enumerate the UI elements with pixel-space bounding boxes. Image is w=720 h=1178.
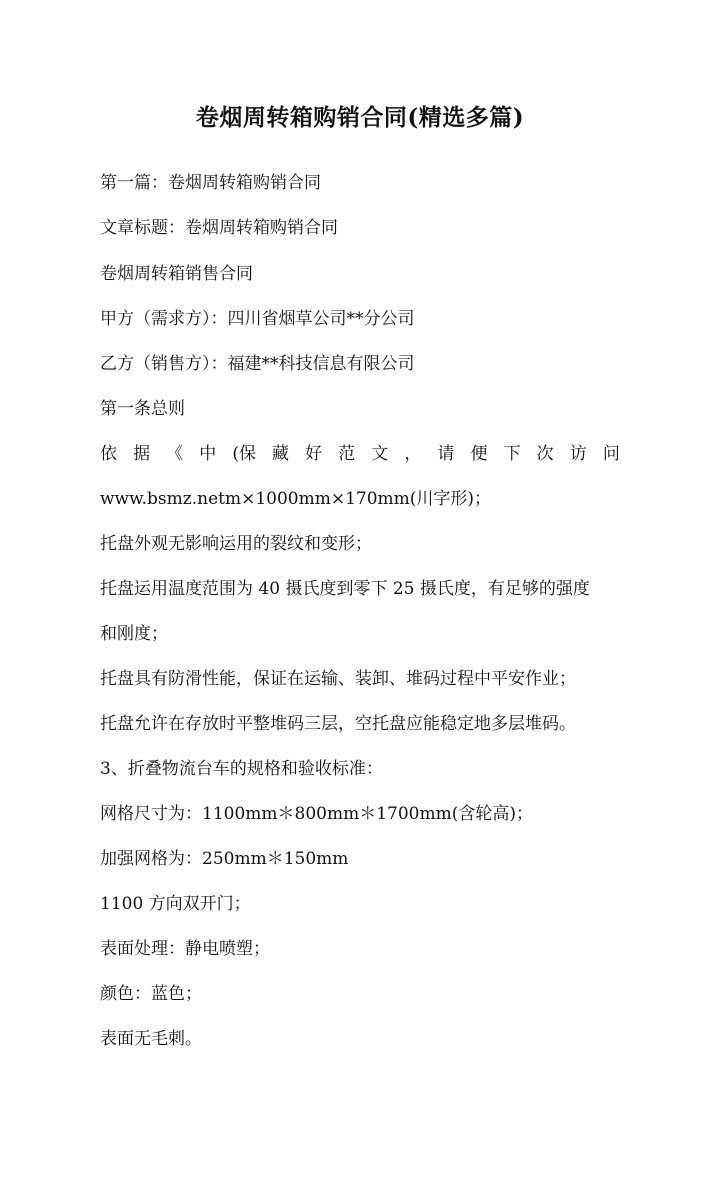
text-line: 网格尺寸为：1100mm＊800mm＊1700mm(含轮高)； <box>100 804 533 824</box>
text-line: 托盘允许在存放时平整堆码三层，空托盘应能稳定地多层堆码。 <box>100 714 576 734</box>
text-line: 托盘具有防滑性能，保证在运输、装卸、堆码过程中平安作业； <box>100 669 576 689</box>
text-line: 表面处理：静电喷塑； <box>100 939 270 959</box>
text-line: 文章标题：卷烟周转箱购销合同 <box>100 218 338 238</box>
text-char: 便 <box>470 444 488 464</box>
text-line: 甲方（需求方）：四川省烟草公司**分公司 <box>100 309 415 329</box>
text-char: 请 <box>437 444 455 464</box>
text-line: 第一篇：卷烟周转箱购销合同 <box>100 173 321 193</box>
text-char: 据 <box>133 444 151 464</box>
text-char: 访 <box>569 444 587 464</box>
text-char: ， <box>404 444 422 464</box>
text-line: 第一条总则 <box>100 399 185 419</box>
text-line: 和刚度； <box>100 624 168 644</box>
justified-text-line <box>100 443 620 465</box>
text-line: 卷烟周转箱销售合同 <box>100 264 253 284</box>
text-char: 好 <box>305 444 323 464</box>
text-char: 文 <box>371 444 389 464</box>
text-char: 问 <box>602 444 620 464</box>
text-char: 藏 <box>272 444 290 464</box>
text-line: 1100 方向双开门； <box>100 894 251 914</box>
text-char: 次 <box>536 444 554 464</box>
text-line: 托盘运用温度范围为 40 摄氏度到零下 25 摄氏度，有足够的强度 <box>100 579 590 599</box>
text-line: 3、折叠物流台车的规格和验收标准： <box>100 759 383 779</box>
document-title: 卷烟周转箱购销合同(精选多篇) <box>195 104 525 131</box>
text-char: 中 <box>199 444 217 464</box>
text-line: www.bsmz.netm×1000mm×170mm(川字形)； <box>100 489 492 509</box>
text-line: 表面无毛刺。 <box>100 1029 202 1049</box>
text-line: 颜色：蓝色； <box>100 984 202 1004</box>
text-line: 托盘外观无影响运用的裂纹和变形； <box>100 534 372 554</box>
text-line: 加强网格为：250mm＊150mm <box>100 849 349 869</box>
text-line: 乙方（销售方）：福建**科技信息有限公司 <box>100 354 415 374</box>
text-char: 依 <box>100 444 117 464</box>
text-char: 下 <box>503 444 521 464</box>
text-char: 范 <box>338 444 356 464</box>
text-char: 《 <box>166 444 184 464</box>
text-char: (保 <box>232 444 256 464</box>
